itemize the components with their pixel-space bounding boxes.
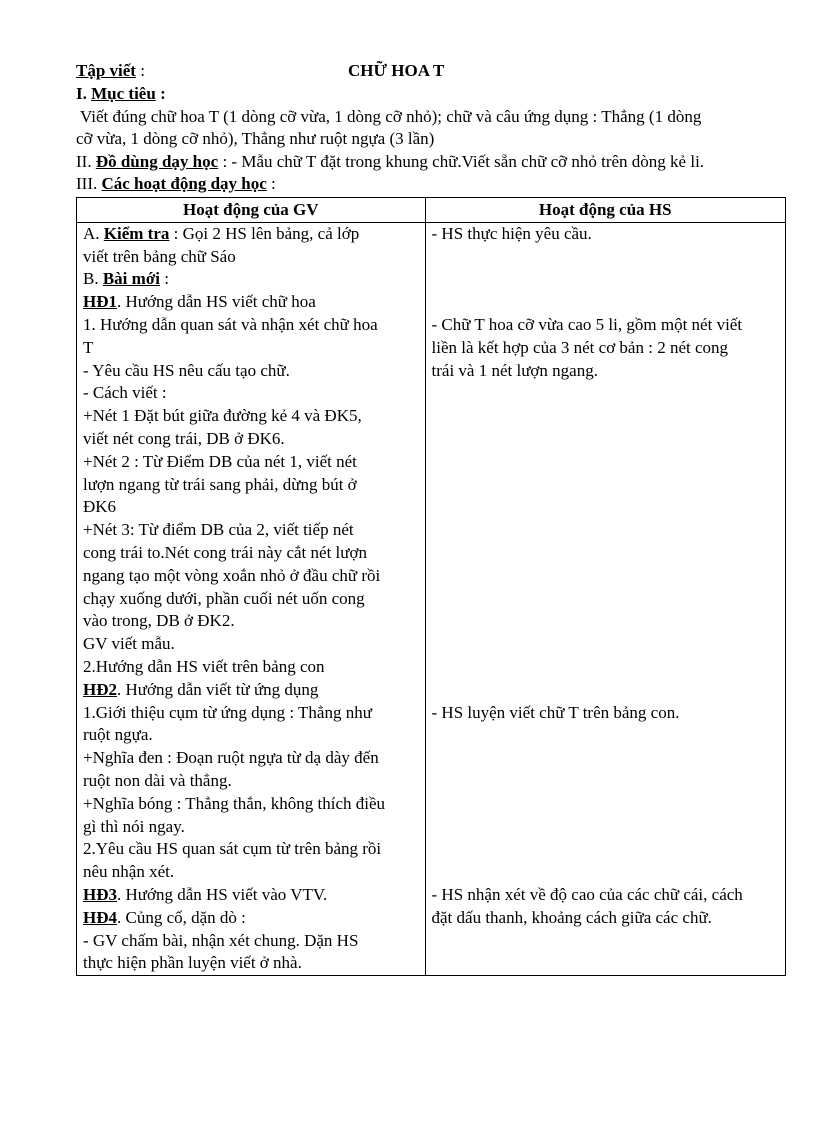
student-activities-cell xyxy=(425,222,785,975)
gv-line: vào trong, DB ở ĐK2. xyxy=(83,611,235,631)
gv-line: ĐK6 xyxy=(83,497,117,517)
hs-line: đặt dấu thanh, khoảng cách giữa các chữ. xyxy=(431,907,712,927)
gv-line: ngang tạo một vòng xoắn nhỏ ở đầu chữ rồi xyxy=(83,565,381,585)
header xyxy=(76,60,786,83)
gv-line: +Nghĩa đen : Đoạn ruột ngựa từ dạ dày đến xyxy=(83,748,379,768)
gv-line: +Nét 2 : Từ Điểm DB của nét 1, viết nét xyxy=(83,451,357,471)
column-header-hs: Hoạt động của HS xyxy=(425,198,785,223)
gv-line: thực hiện phần luyện viết ở nhà. xyxy=(83,953,302,973)
teacher-activities-cell xyxy=(77,222,426,975)
gv-line: - Cách viết : xyxy=(83,383,167,403)
gv-line: HĐ3. Hướng dẫn HS viết vào VTV. xyxy=(83,884,328,904)
gv-line: gì thì nói ngay. xyxy=(83,816,185,836)
gv-line: HĐ2. Hướng dẫn viết từ ứng dụng xyxy=(83,679,319,699)
hs-line: - Chữ T hoa cỡ vừa cao 5 li, gồm một nét viết xyxy=(431,314,743,334)
gv-line: 2.Hướng dẫn HS viết trên bảng con xyxy=(83,656,325,676)
gv-line: +Nét 3: Từ điểm DB của 2, viết tiếp nét xyxy=(83,520,354,540)
objectives-heading: I. Mục tiêu : xyxy=(76,84,166,103)
objectives-line-1: Viết đúng chữ hoa T (1 dòng cỡ vừa, 1 dòng cỡ nhỏ); chữ và câu ứng dụng : Thẳng (1 dòng xyxy=(80,106,702,126)
gv-line: cong trái to.Nét cong trái này cắt nét lượn xyxy=(83,542,367,562)
materials-line: II. Đồ dùng dạy học : - Mẫu chữ T đặt trong khung chữ.Viết sẵn chữ cỡ nhỏ trên dòng kẻ li. xyxy=(76,151,705,171)
hs-line: - HS nhận xét về độ cao của các chữ cái, cách xyxy=(431,884,743,904)
gv-line: 1. Hướng dẫn quan sát và nhận xét chữ hoa xyxy=(83,314,378,334)
gv-line: chạy xuống dưới, phần cuối nét uốn cong xyxy=(83,588,365,608)
gv-line: +Nghĩa bóng : Thẳng thắn, không thích điều xyxy=(83,793,386,813)
gv-line: ruột non dài và thẳng. xyxy=(83,770,232,790)
gv-line: HĐ4. Củng cố, dặn dò : xyxy=(83,907,246,927)
gv-line: - GV chấm bài, nhận xét chung. Dặn HS xyxy=(83,930,359,950)
gv-line: A. Kiểm tra : Gọi 2 HS lên bảng, cả lớp xyxy=(83,223,360,243)
gv-line: nêu nhận xét. xyxy=(83,862,175,882)
lesson-title: CHỮ HOA T xyxy=(348,61,445,80)
gv-line: - Yêu cầu HS nêu cấu tạo chữ. xyxy=(83,360,290,380)
hs-line: trái và 1 nét lượn ngang. xyxy=(431,360,598,380)
gv-line: +Nét 1 Đặt bút giữa đường kẻ 4 và ĐK5, xyxy=(83,406,362,426)
gv-line: HĐ1. Hướng dẫn HS viết chữ hoa xyxy=(83,292,316,312)
objectives-line-2: cỡ vừa, 1 dòng cỡ nhỏ), Thẳng như ruột ngựa (3 lần) xyxy=(76,129,435,148)
gv-line: B. Bài mới : xyxy=(83,269,169,289)
activities-heading: III. Các hoạt động dạy học : xyxy=(76,174,276,193)
gv-line: T xyxy=(83,337,94,357)
gv-line: viết nét cong trái, DB ở ĐK6. xyxy=(83,428,285,448)
column-header-gv: Hoạt động của GV xyxy=(77,198,426,223)
hs-line: - HS thực hiện yêu cầu. xyxy=(431,223,592,243)
document-body xyxy=(76,60,786,196)
gv-line: lượn ngang từ trái sang phải, dừng bút ở xyxy=(83,474,357,494)
hs-line: liền là kết hợp của 3 nét cơ bản : 2 nét cong xyxy=(431,337,729,357)
activities-table xyxy=(76,197,786,976)
gv-line: 2.Yêu cầu HS quan sát cụm từ trên bảng rồi xyxy=(83,839,382,859)
gv-line: 1.Giới thiệu cụm từ ứng dụng : Thẳng như xyxy=(83,702,372,722)
hs-line: - HS luyện viết chữ T trên bảng con. xyxy=(431,702,680,722)
gv-line: ruột ngựa. xyxy=(83,725,153,745)
gv-line: viết trên bảng chữ Sáo xyxy=(83,246,236,266)
subject-label: Tập viết : xyxy=(76,61,145,80)
gv-line: GV viết mẫu. xyxy=(83,634,175,654)
